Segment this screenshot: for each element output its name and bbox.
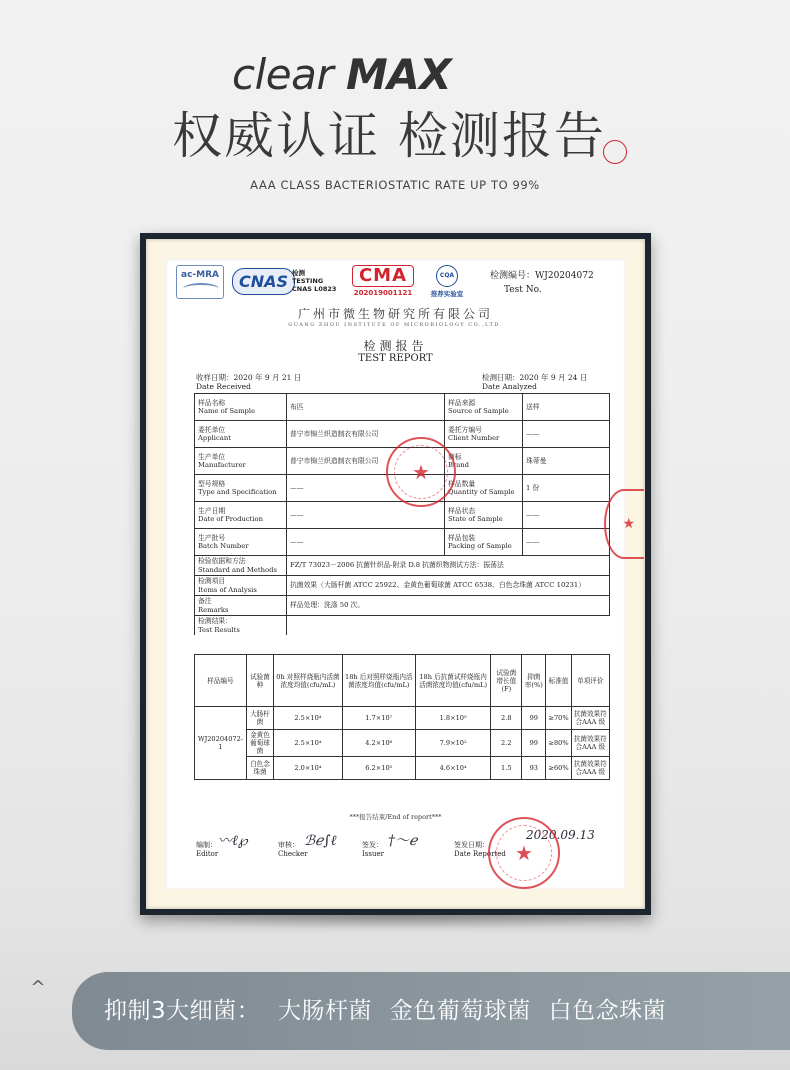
editor-signature-scribble: 〰ℓ℘ <box>218 833 248 849</box>
info-value: —— <box>287 502 445 529</box>
results-cell-strain: 白色念珠菌 <box>246 757 273 780</box>
info-label: 样品名称 Name of Sample <box>195 394 287 421</box>
table-row <box>195 730 610 757</box>
results-header-cell: 抑菌率(%) <box>522 655 546 707</box>
report-title: 检测报告 <box>363 339 428 353</box>
results-cell-std: ≥80% <box>546 730 571 757</box>
info-value: —— <box>287 475 445 502</box>
cma-number: 202019001121 <box>353 289 413 297</box>
results-cell-f: 2.2 <box>491 730 522 757</box>
results-cell-strain: 大肠杆菌 <box>246 707 273 730</box>
hero-header <box>0 0 790 210</box>
results-cell-f: 1.5 <box>491 757 522 780</box>
cqc-label: 推荐实验室 <box>430 290 464 298</box>
info-label: 委托单位 Applicant <box>195 421 287 448</box>
info-value: 布匹 <box>287 394 445 421</box>
results-header-cell: 0h 对照样烧瓶内活菌浓度均值(cfu/mL) <box>274 655 343 707</box>
cqc-circle-icon: CQA <box>436 265 458 287</box>
results-header-cell: 试验菌增长值(F) <box>491 655 522 707</box>
info-value: 普宁市锦兰织造制衣有限公司 <box>287 421 445 448</box>
info-label: 生产批号 Batch Number <box>195 529 287 556</box>
info-value-right: 送样 <box>523 394 610 421</box>
scroll-up-icon[interactable]: ^ <box>30 977 46 998</box>
results-cell-rate: 99 <box>522 707 546 730</box>
results-cell-c0: 2.5×10⁴ <box>274 730 343 757</box>
table-row: 检验依据和方法 Standard and Methods FZ/T 73023－2006 抗菌针织品-附录 D.8 抗菌织物测试方法：振荡法 <box>195 556 610 576</box>
red-seal-stamp-icon <box>386 437 456 507</box>
results-cell-t18: 7.9×10² <box>415 730 491 757</box>
brand-prefix: clear <box>232 50 346 99</box>
results-cell-eval: 抗菌效果符合AAA 级 <box>571 707 609 730</box>
caption-text: 抑制3大细菌： 大肠杆菌 金色葡萄球菌 白色念珠菌 <box>104 998 667 1024</box>
decorative-circle-icon <box>603 140 627 164</box>
seal-star-icon: ★ <box>515 841 533 865</box>
items-value: 抗菌效果（大肠杆菌 ATCC 25922、金黄色葡萄球菌 ATCC 6538、白色念珠菌 ATCC 10231） <box>287 576 610 596</box>
results-header-cell: 18h 后对照样烧瓶内活菌浓度均值(cfu/mL) <box>342 655 415 707</box>
results-header-cell: 样品编号 <box>195 655 247 707</box>
report-dates <box>196 373 606 391</box>
table-row: 检测结果： Test Results <box>195 616 610 636</box>
info-label-right: 商标 Brand <box>445 448 523 475</box>
results-header-cell: 单项评价 <box>571 655 609 707</box>
issuer-signature-scribble: †～ℯ <box>388 833 418 849</box>
institute-name: 广州市微生物研究所有限公司 <box>297 307 493 321</box>
page-title: 权威认证 检测报告 <box>172 107 606 165</box>
results-cell-c18: 4.2×10⁶ <box>342 730 415 757</box>
accreditation-logos <box>176 265 616 303</box>
table-row: 备注 Remarks 样品处理：洗涤 50 次。 <box>195 596 610 616</box>
info-label-right: 样品状态 State of Sample <box>445 502 523 529</box>
certificate-frame <box>140 233 651 915</box>
editor-signature: 编制： Editor 〰ℓ℘ <box>196 833 248 858</box>
sample-info-table <box>194 393 610 635</box>
date-reported: 签发日期： Date Reported 2020.09.13 <box>454 828 595 858</box>
results-cell-t18: 1.8×10⁵ <box>415 707 491 730</box>
seal-star-icon: ★ <box>622 516 636 532</box>
report-title-en: TEST REPORT <box>358 353 433 364</box>
seal-star-icon: ★ <box>412 460 430 484</box>
results-cell-c0: 2.5×10⁴ <box>274 707 343 730</box>
results-header-row <box>195 655 610 707</box>
results-cell-std: ≥60% <box>546 757 571 780</box>
table-row <box>195 529 610 556</box>
results-cell-t18: 4.6×10⁴ <box>415 757 491 780</box>
red-seal-partial-icon <box>604 489 644 559</box>
info-label: 生产日期 Date of Production <box>195 502 287 529</box>
table-row <box>195 394 610 421</box>
cqc-logo <box>427 265 467 301</box>
checker-signature-scribble: ℬℯ∫ℓ <box>304 833 337 849</box>
cnas-testing-text: 检测 TESTING CNAS L0823 <box>292 269 337 293</box>
results-sample-id: WJ20204072-1 <box>195 707 247 780</box>
results-header-cell: 试验菌种 <box>246 655 273 707</box>
results-cell-f: 2.8 <box>491 707 522 730</box>
results-body <box>195 707 610 780</box>
date-reported-handwritten: 2020.09.13 <box>526 828 595 842</box>
results-cell-std: ≥70% <box>546 707 571 730</box>
institute-name-en: GUANG ZHOU INSTITUTE OF MICROBIOLOGY CO.,LTD. <box>288 322 503 328</box>
info-label-right: 委托方编号 Client Number <box>445 421 523 448</box>
brand-suffix: MAX <box>345 50 452 99</box>
info-label: 型号规格 Type and Specification <box>195 475 287 502</box>
results-cell-c18: 1.7×10⁷ <box>342 707 415 730</box>
end-of-report: ***报告结束/End of report*** <box>349 813 442 821</box>
results-cell-strain: 金黄色葡萄球菌 <box>246 730 273 757</box>
table-row <box>195 502 610 529</box>
info-value-right: —— <box>523 529 610 556</box>
checker-signature: 审核： Checker ℬℯ∫ℓ <box>278 833 337 858</box>
table-row <box>195 757 610 780</box>
page-subtitle: AAA CLASS BACTERIOSTATIC RATE UP TO 99% <box>250 178 540 192</box>
cma-mark-icon: CMA <box>352 265 414 287</box>
info-label-right: 样品数量 Quantity of Sample <box>445 475 523 502</box>
remarks-value: 样品处理：洗涤 50 次。 <box>287 596 610 616</box>
test-results-table <box>194 654 610 780</box>
results-cell-eval: 抗菌效果符合AAA 级 <box>571 757 609 780</box>
analysis-info-body <box>195 556 610 636</box>
results-cell-rate: 93 <box>522 757 546 780</box>
date-received: 收样日期：2020 年 9 月 21 日 Date Received <box>196 373 302 391</box>
info-label: 生产单位 Manufacturer <box>195 448 287 475</box>
standard-value: FZ/T 73023－2006 抗菌针织品-附录 D.8 抗菌织物测试方法：振荡法 <box>287 556 610 576</box>
results-header-cell: 18h 后抗菌试样烧瓶内活菌浓度均值(cfu/mL) <box>415 655 491 707</box>
results-cell-c0: 2.0×10⁴ <box>274 757 343 780</box>
test-number: 检测编号：WJ20204072 Test No. <box>490 271 594 295</box>
info-label-right: 样品来源 Source of Sample <box>445 394 523 421</box>
info-value-right: —— <box>523 502 610 529</box>
cma-logo <box>347 265 419 301</box>
test-number-value: WJ20204072 <box>535 271 594 281</box>
info-value-right: 珠蒂曼 <box>523 448 610 475</box>
certificate-mat <box>146 239 645 909</box>
results-cell-rate: 99 <box>522 730 546 757</box>
cnas-logo: CNAS <box>232 268 295 295</box>
info-value-right: —— <box>523 421 610 448</box>
table-row <box>195 707 610 730</box>
red-seal-stamp-bottom-icon <box>488 817 560 889</box>
results-cell-c18: 6.2×10⁵ <box>342 757 415 780</box>
info-label-right: 样品包装 Packing of Sample <box>445 529 523 556</box>
caption-banner <box>72 972 790 1050</box>
results-header-cell: 标准值 <box>546 655 571 707</box>
brand-logo <box>232 50 451 100</box>
date-analyzed: 检测日期：2020 年 9 月 24 日 Date Analyzed <box>482 373 588 391</box>
test-report-document <box>166 259 636 889</box>
acmra-logo: ac-MRA <box>176 265 224 299</box>
issuer-signature: 签发： Issuer †～ℯ <box>362 833 418 858</box>
acmra-waves-icon <box>183 283 219 295</box>
info-value: 普宁市锦兰织造制衣有限公司 <box>287 448 445 475</box>
info-value: —— <box>287 529 445 556</box>
table-row: 检测项目 Items of Analysis 抗菌效果（大肠杆菌 ATCC 25922、金黄色葡萄球菌 ATCC 6538、白色念珠菌 ATCC 10231） <box>195 576 610 596</box>
info-value-right: 1 份 <box>523 475 610 502</box>
results-cell-eval: 抗菌效果符合AAA 级 <box>571 730 609 757</box>
